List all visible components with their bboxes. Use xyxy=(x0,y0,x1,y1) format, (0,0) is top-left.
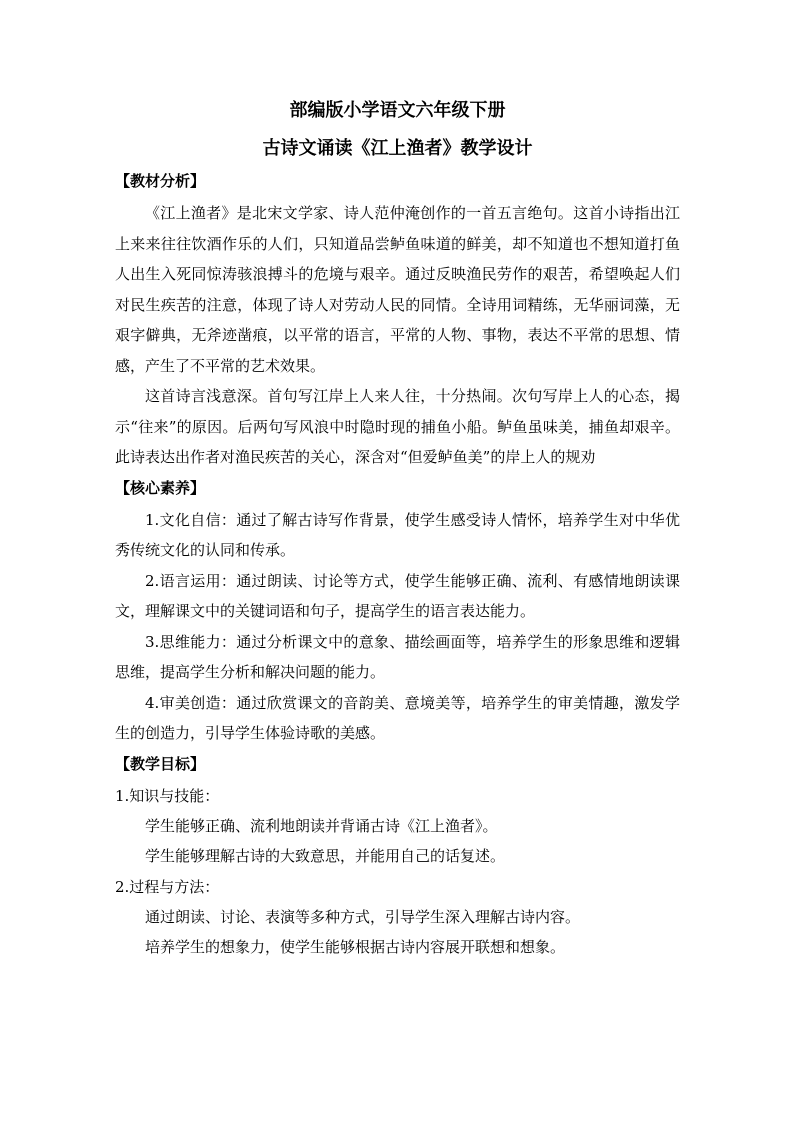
literacy-item: 4.审美创造：通过欣赏课文的音韵美、意境美等，培养学生的审美情趣，激发学生的创造力，引导学生体验诗歌的美感。 xyxy=(115,693,680,742)
section-heading-goals: 【教学目标】 xyxy=(115,754,206,773)
analysis-paragraph-2: 这首诗言浅意深。首句写江岸上人来人往，十分热闹。次句写岸上人的心态，揭示“往来”的原因。后两句写风浪中时隐时现的捕鱼小船。鲈鱼虽味美，捕鱼却艰辛。此诗表达出作者对渔民疾苦的关心，深含对“但爱鲈鱼美”的岸上人的规劝 xyxy=(115,387,680,466)
literacy-item: 1.文化自信：通过了解古诗写作背景，使学生感受诗人情怀，培养学生对中华优秀传统文化的认同和传承。 xyxy=(115,510,680,559)
section-heading-analysis: 【教材分析】 xyxy=(115,172,206,190)
section-literacy xyxy=(115,477,680,749)
literacy-item: 3.思维能力：通过分析课文中的意象、描绘画面等，培养学生的形象思维和逻辑思维，提高学生分析和解决问题的能力。 xyxy=(115,632,680,681)
goal-2-label: 2.过程与方法： xyxy=(115,877,220,896)
analysis-paragraph-1: 《江上渔者》是北宋文学家、诗人范仲淹创作的一首五言绝句。这首小诗指出江上来来往往饮酒作乐的人们，只知道品尝鲈鱼味道的鲜美，却不知道也不想知道打鱼人出生入死同惊涛骇浪搏斗的危境与艰辛。通过反映渔民劳作的艰苦，希望唤起人们对民生疾苦的注意，体现了诗人对劳动人民的同情。全诗用词精练，无华丽词藻，无艰字僻典，无斧迹凿痕，以平常的语言，平常的人物、事物，表达不平常的思想、情感，产生了不平常的艺术效果。 xyxy=(115,204,680,375)
document-title-line1: 部编版小学语文六年级下册 xyxy=(289,100,506,121)
section-analysis xyxy=(115,170,680,473)
section-heading-literacy: 【核心素养】 xyxy=(115,478,206,497)
section-goals xyxy=(115,753,680,963)
goal-1-label: 1.知识与技能： xyxy=(115,786,220,805)
document-page xyxy=(115,94,680,963)
goal-2-item: 培养学生的想象力，使学生能够根据古诗内容展开联想和想象。 xyxy=(145,938,566,956)
literacy-item: 2.语言运用：通过朗读、讨论等方式，使学生能够正确、流利、有感情地朗读课文，理解课文中的关键词语和句子，提高学生的语言表达能力。 xyxy=(115,571,680,620)
goal-1-item: 学生能够正确、流利地朗读并背诵古诗《江上渔者》。 xyxy=(145,816,498,835)
goal-1-item: 学生能够理解古诗的大致意思，并能用自己的话复述。 xyxy=(145,847,506,865)
goal-2-item: 通过朗读、讨论、表演等多种方式，引导学生深入理解古诗内容。 xyxy=(145,907,581,926)
document-title-line2: 古诗文诵读《江上渔者》教学设计 xyxy=(262,138,533,159)
